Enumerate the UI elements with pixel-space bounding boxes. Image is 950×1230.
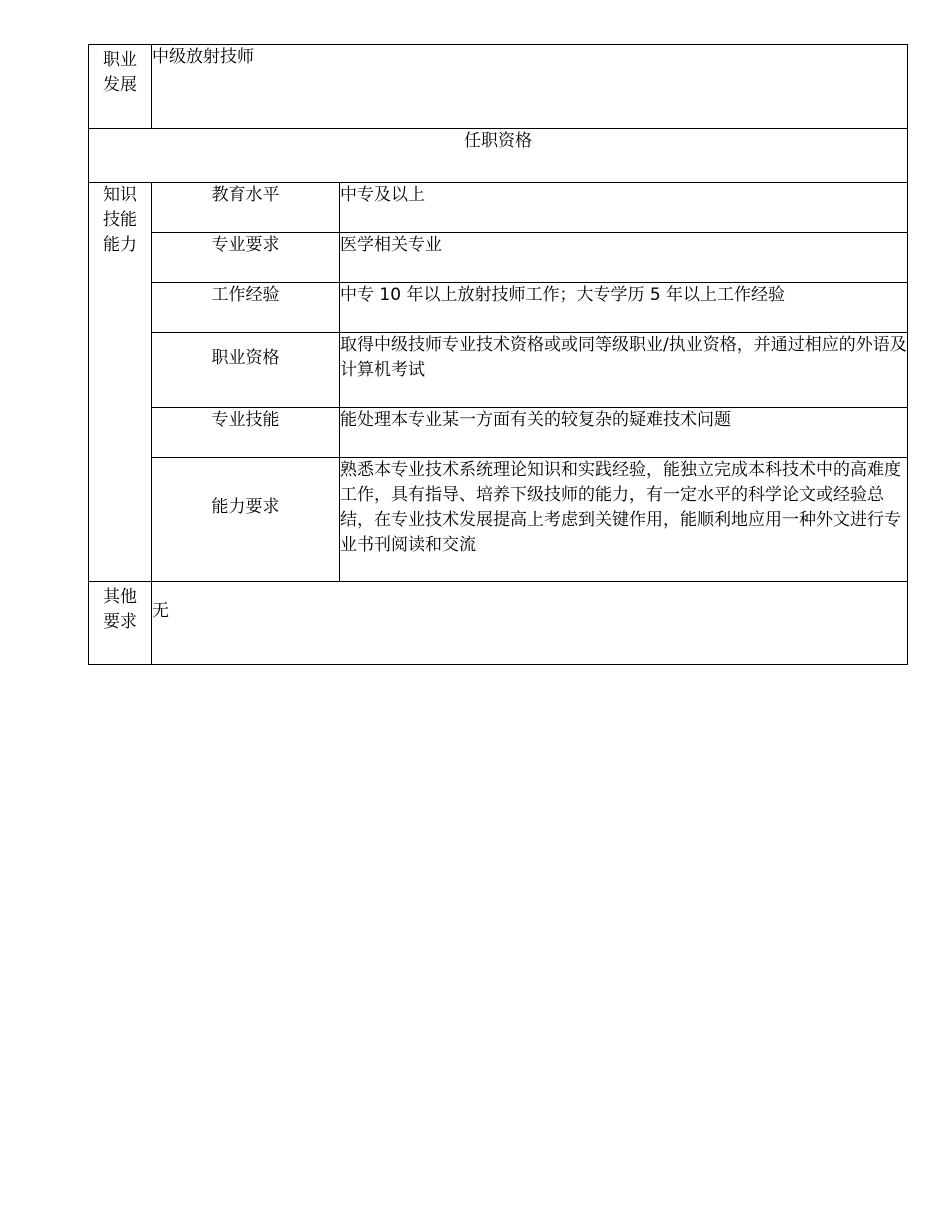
major-label: 专业要求 [152,233,340,283]
career-row [89,45,908,129]
experience-value: 中专 10 年以上放射技师工作；大专学历 5 年以上工作经验 [340,283,908,333]
abilities-label: 能力要求 [152,458,340,582]
other-requirements-row [89,582,908,665]
qualification-row-skills [89,408,908,458]
qualification-row-education [89,183,908,233]
education-value: 中专及以上 [340,183,908,233]
major-value: 医学相关专业 [340,233,908,283]
qualification-row-certification [89,333,908,408]
other-label-cell [89,582,152,665]
certification-value: 取得中级技师专业技术资格或或同等级职业/执业资格，并通过相应的外语及计算机考试 [340,333,908,408]
other-label: 其他要求 [103,587,137,632]
career-value: 中级放射技师 [152,47,254,67]
education-label: 教育水平 [152,183,340,233]
experience-label: 工作经验 [152,283,340,333]
qualification-row-abilities [89,458,908,582]
qualifications-heading: 任职资格 [89,129,908,183]
knowledge-skills-label: 知识技能能力 [103,185,137,255]
other-value-cell [152,582,908,665]
skills-value: 能处理本专业某一方面有关的较复杂的疑难技术问题 [340,408,908,458]
certification-label: 职业资格 [152,333,340,408]
qualifications-heading-row [89,129,908,183]
abilities-value: 熟悉本专业技术系统理论知识和实践经验，能独立完成本科技术中的高难度工作，具有指导、培养下级技师的能力，有一定水平的科学论文或经验总结，在专业技术发展提高上考虑到关键作用，能顺利地应用一种外文进行专业书刊阅读和交流 [340,458,908,582]
career-value-cell [152,45,908,129]
skills-label: 专业技能 [152,408,340,458]
other-value: 无 [152,601,169,621]
career-label-cell [89,45,152,129]
knowledge-skills-label-cell [89,183,152,582]
career-label: 职业发展 [103,50,137,95]
qualification-row-major [89,233,908,283]
qualification-row-experience [89,283,908,333]
job-description-table [88,44,908,665]
